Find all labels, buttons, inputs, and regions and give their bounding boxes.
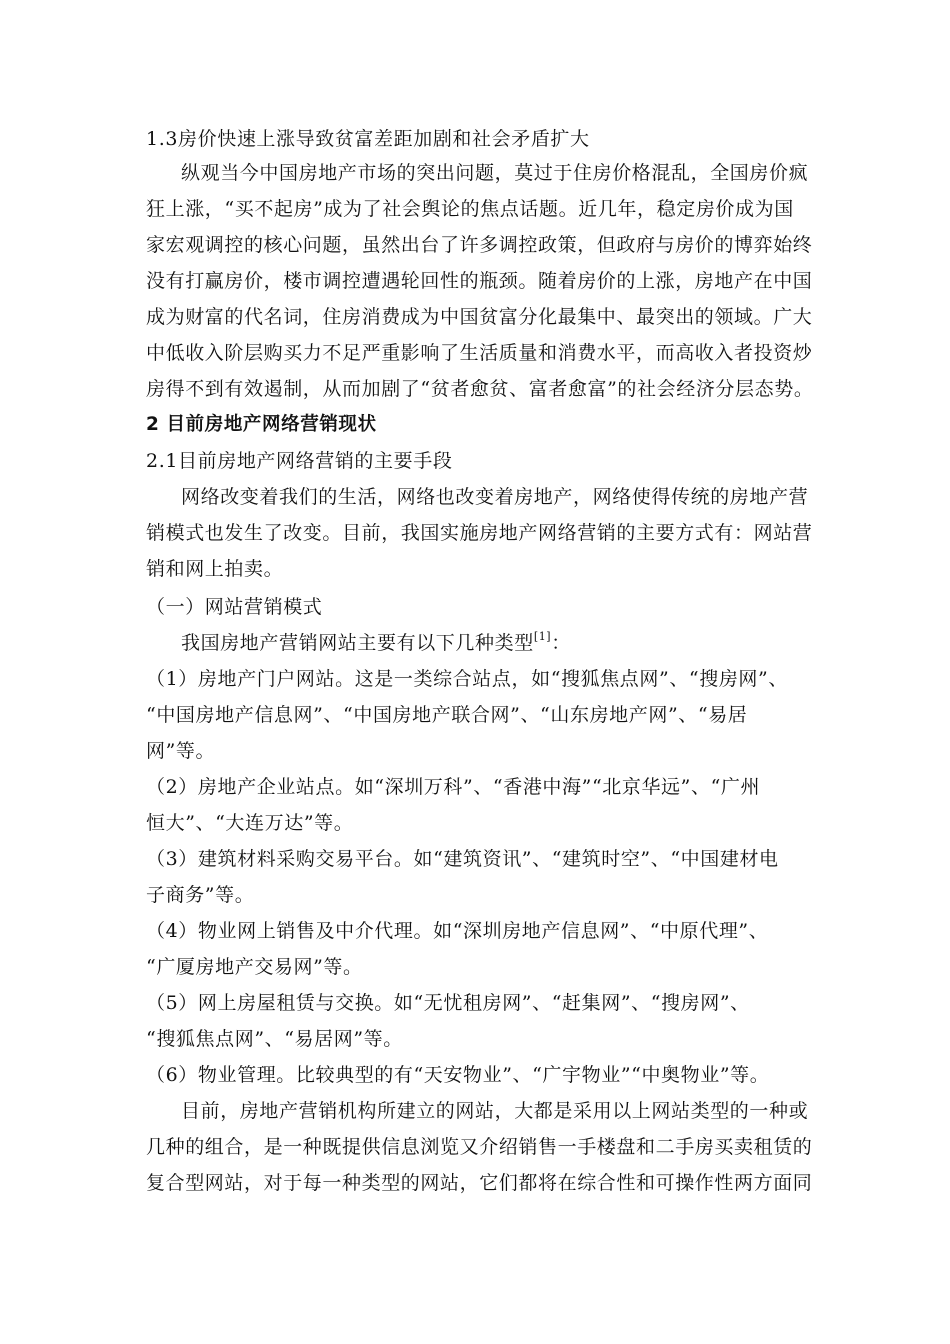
list-item-2-cont: 恒大”、“大连万达”等。 <box>146 812 354 834</box>
paragraph-line: 成为财富的代名词，住房消费成为中国贫富分化最集中、最突出的领域。广大 <box>146 306 813 328</box>
heading-2: 2 目前房地产网络营销现状 <box>146 414 377 435</box>
paragraph-line: 家宏观调控的核心问题，虽然出台了许多调控政策，但政府与房价的博弈始终 <box>146 234 813 256</box>
paragraph-line: 房得不到有效遏制，从而加剧了“贫者愈贫、富者愈富”的社会经济分层态势。 <box>146 378 814 400</box>
citation-1: [1] <box>533 630 552 643</box>
paragraph-colon: ： <box>551 632 571 654</box>
paragraph-line: 复合型网站，对于每一种类型的网站，它们都将在综合性和可操作性两方面同 <box>146 1172 813 1194</box>
list-item-5-cont: “搜狐焦点网”、“易居网”等。 <box>146 1028 403 1050</box>
list-item-5: （5）网上房屋租赁与交换。如“无忧租房网”、“赶集网”、“搜房网”、 <box>146 992 750 1014</box>
paragraph-text: 我国房地产营销网站主要有以下几种类型 <box>181 632 534 654</box>
list-item-1: （1）房地产门户网站。这是一类综合站点，如“搜狐焦点网”、“搜房网”、 <box>146 668 788 690</box>
paragraph-line: 纵观当今中国房地产市场的突出问题，莫过于住房价格混乱，全国房价疯 <box>181 162 809 184</box>
list-item-2: （2）房地产企业站点。如“深圳万科”、“香港中海”“北京华远”、“广州 <box>146 776 761 798</box>
paragraph-line: 没有打赢房价，楼市调控遭遇轮回性的瓶颈。随着房价的上涨，房地产在中国 <box>146 270 813 292</box>
heading-2-1: 2.1目前房地产网络营销的主要手段 <box>146 450 453 472</box>
list-item-3-cont: 子商务”等。 <box>146 884 255 906</box>
paragraph-line-with-citation <box>181 630 571 656</box>
paragraph-line: 中低收入阶层购买力不足严重影响了生活质量和消费水平，而高收入者投资炒 <box>146 342 813 364</box>
paragraph-line: 网络改变着我们的生活，网络也改变着房地产，网络使得传统的房地产营 <box>181 486 809 508</box>
paragraph-line: 几种的组合，是一种既提供信息浏览又介绍销售一手楼盘和二手房买卖租赁的 <box>146 1136 813 1158</box>
paragraph-line: 目前，房地产营销机构所建立的网站，大都是采用以上网站类型的一种或 <box>181 1100 809 1122</box>
paragraph-line: 销模式也发生了改变。目前，我国实施房地产网络营销的主要方式有：网站营 <box>146 522 813 544</box>
list-item-4-cont: “广厦房地产交易网”等。 <box>146 956 363 978</box>
list-item-4: （4）物业网上销售及中介代理。如“深圳房地产信息网”、“中原代理”、 <box>146 920 769 942</box>
heading-1-3: 1.3房价快速上涨导致贫富差距加剧和社会矛盾扩大 <box>146 128 590 150</box>
list-item-3: （3）建筑材料采购交易平台。如“建筑资讯”、“建筑时空”、“中国建材电 <box>146 848 779 870</box>
subheading-website-marketing: （一）网站营销模式 <box>146 596 323 618</box>
list-item-6: （6）物业管理。比较典型的有“天安物业”、“广宇物业”“中奥物业”等。 <box>146 1064 770 1086</box>
list-item-1-cont: “中国房地产信息网”、“中国房地产联合网”、“山东房地产网”、“易居 <box>146 704 748 726</box>
paragraph-line: 销和网上拍卖。 <box>146 558 284 580</box>
paragraph-line: 狂上涨，“买不起房”成为了社会舆论的焦点话题。近几年，稳定房价成为国 <box>146 198 794 220</box>
list-item-1-cont: 网”等。 <box>146 740 216 762</box>
